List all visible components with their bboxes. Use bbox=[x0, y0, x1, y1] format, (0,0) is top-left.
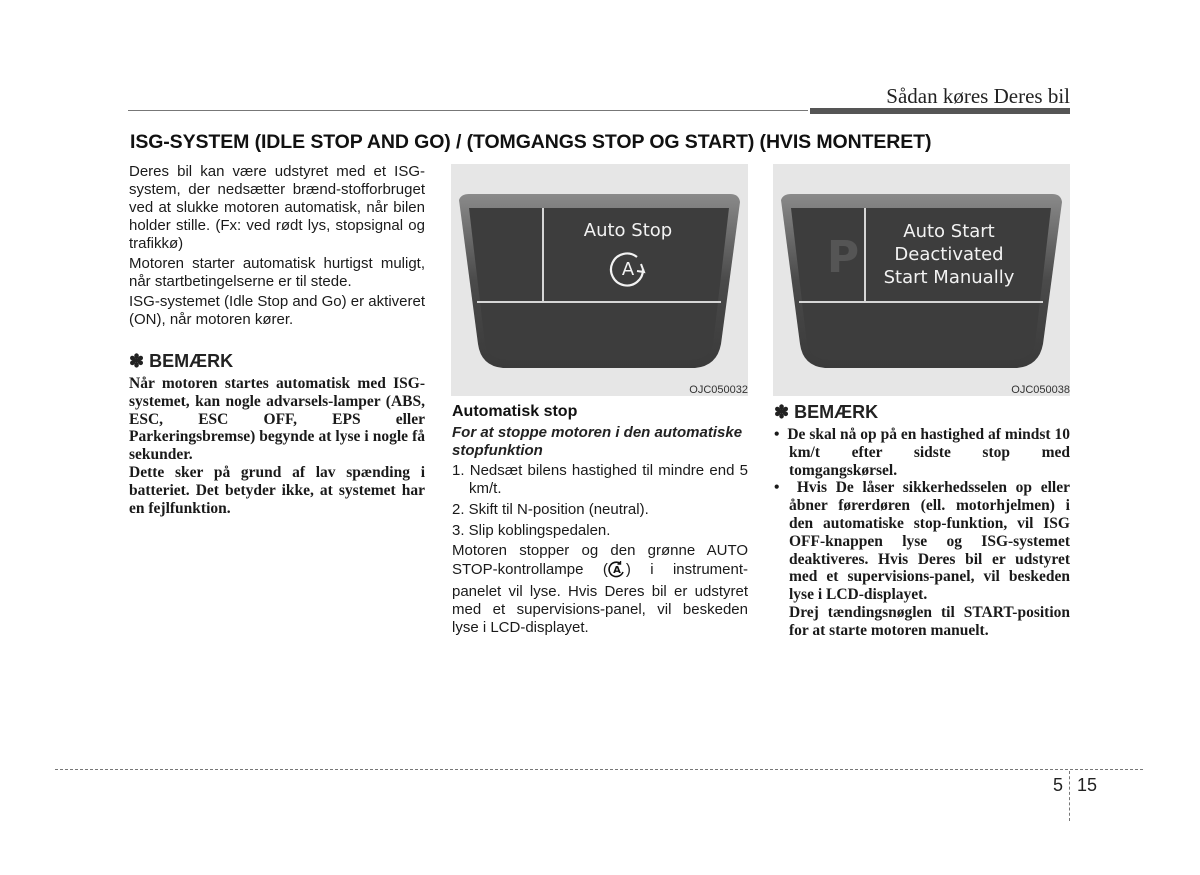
auto-stop-paragraph: Motoren stopper og den grønne AUTO STOP-kontrollampe ( A ) i instrument-panelet vil lyse. Hvis Deres bil er udstyret med et supervisions-panel, vil beskeden lyse i LCD-displayet. bbox=[452, 542, 748, 636]
display-line: Deactivated bbox=[894, 244, 1004, 265]
note-paragraph: Dette sker på grund af lav spænding i batteriet. Det betyder ikke, at systemet har en fejlfunktion. bbox=[129, 463, 425, 517]
chapter-number: 5 bbox=[1053, 775, 1064, 795]
chapter-title: Sådan køres Deres bil bbox=[886, 84, 1070, 108]
note-heading: ✽ BEMÆRK bbox=[129, 351, 234, 371]
intro-paragraph: ISG-systemet (Idle Stop and Go) er aktiveret (ON), når motoren kører. bbox=[129, 293, 425, 328]
auto-stop-indicator-icon bbox=[608, 560, 626, 583]
step-item: 1. Nedsæt bilens hastighed til mindre end 5 km/t. bbox=[452, 462, 748, 497]
figure-code: OJC050032 bbox=[689, 384, 748, 396]
note-bullet: • Hvis De låser sikkerhedsselen op eller åbner førerdøren (ell. motorhjelmen) i den automatiske stop-funktion, vil ISG OFF-knappen lyse og ISG-systemet deaktiveres. Hvis Deres bil er udstyret med et supervisions-panel, vil beskeden lyse i LCD-displayet. bbox=[774, 479, 1071, 604]
note-followup: Drej tændingsnøglen til START-position for at starte motoren manuelt. bbox=[789, 603, 1070, 639]
note-box-2 bbox=[774, 402, 1070, 640]
park-letter: P bbox=[826, 232, 860, 283]
auto-stop-label: Auto Stop bbox=[583, 220, 673, 241]
display-line: Auto Start bbox=[903, 221, 995, 242]
auto-stop-section bbox=[452, 403, 748, 637]
figure-auto-stop bbox=[451, 164, 748, 396]
auto-start-display-illustration bbox=[773, 164, 1070, 396]
steps-list bbox=[452, 462, 748, 540]
note-heading: ✽ BEMÆRK bbox=[774, 402, 879, 422]
note-body bbox=[129, 375, 425, 517]
note-bullets bbox=[774, 426, 1070, 604]
section-title: ISG-SYSTEM (IDLE STOP AND GO) / (TOMGANGS STOP OG START) (HVIS MONTERET) bbox=[130, 131, 932, 153]
subsection-subheading: For at stoppe motoren i den automatiske stopfunktion bbox=[452, 424, 743, 459]
subsection-heading: Automatisk stop bbox=[452, 403, 578, 420]
header-rule-thick bbox=[810, 108, 1070, 114]
footer-rule bbox=[55, 769, 1143, 770]
intro-paragraph: Motoren starter automatisk hurtigst muligt, når startbetingelserne er til stede. bbox=[129, 255, 425, 290]
note-paragraph: Når motoren startes automatisk med ISG-systemet, kan nogle advarsels-lamper (ABS, ESC, ESC OFF, EPS eller Parkeringsbremse) begynde at lyse i nogle få sekunder. bbox=[129, 375, 425, 464]
figure-code: OJC050038 bbox=[1011, 384, 1070, 396]
auto-stop-display-illustration bbox=[451, 164, 748, 396]
figure-auto-start-deactivated bbox=[773, 164, 1070, 396]
step-item: 3. Slip koblingspedalen. bbox=[452, 522, 611, 539]
intro-paragraph: Deres bil kan være udstyret med et ISG-system, der nedsætter brænd-stofforbruget ved at slukke motoren automatisk, når bilen holder stille. (Fx: ved rødt lys, stopsignal og trafikkø) bbox=[129, 163, 425, 252]
note-box-1 bbox=[129, 351, 425, 517]
footer-divider bbox=[1069, 771, 1070, 821]
page-number: 15 bbox=[1077, 775, 1098, 795]
header-rule bbox=[128, 110, 808, 111]
svg-text:A: A bbox=[612, 565, 621, 576]
svg-text:A: A bbox=[621, 259, 635, 280]
note-bullet: • De skal nå op på en hastighed af mindst 10 km/t efter sidste stop med tomgangskørsel. bbox=[774, 426, 1071, 479]
step-item: 2. Skift til N-position (neutral). bbox=[452, 501, 649, 518]
intro-text bbox=[129, 163, 425, 331]
display-line: Start Manually bbox=[883, 267, 1015, 288]
